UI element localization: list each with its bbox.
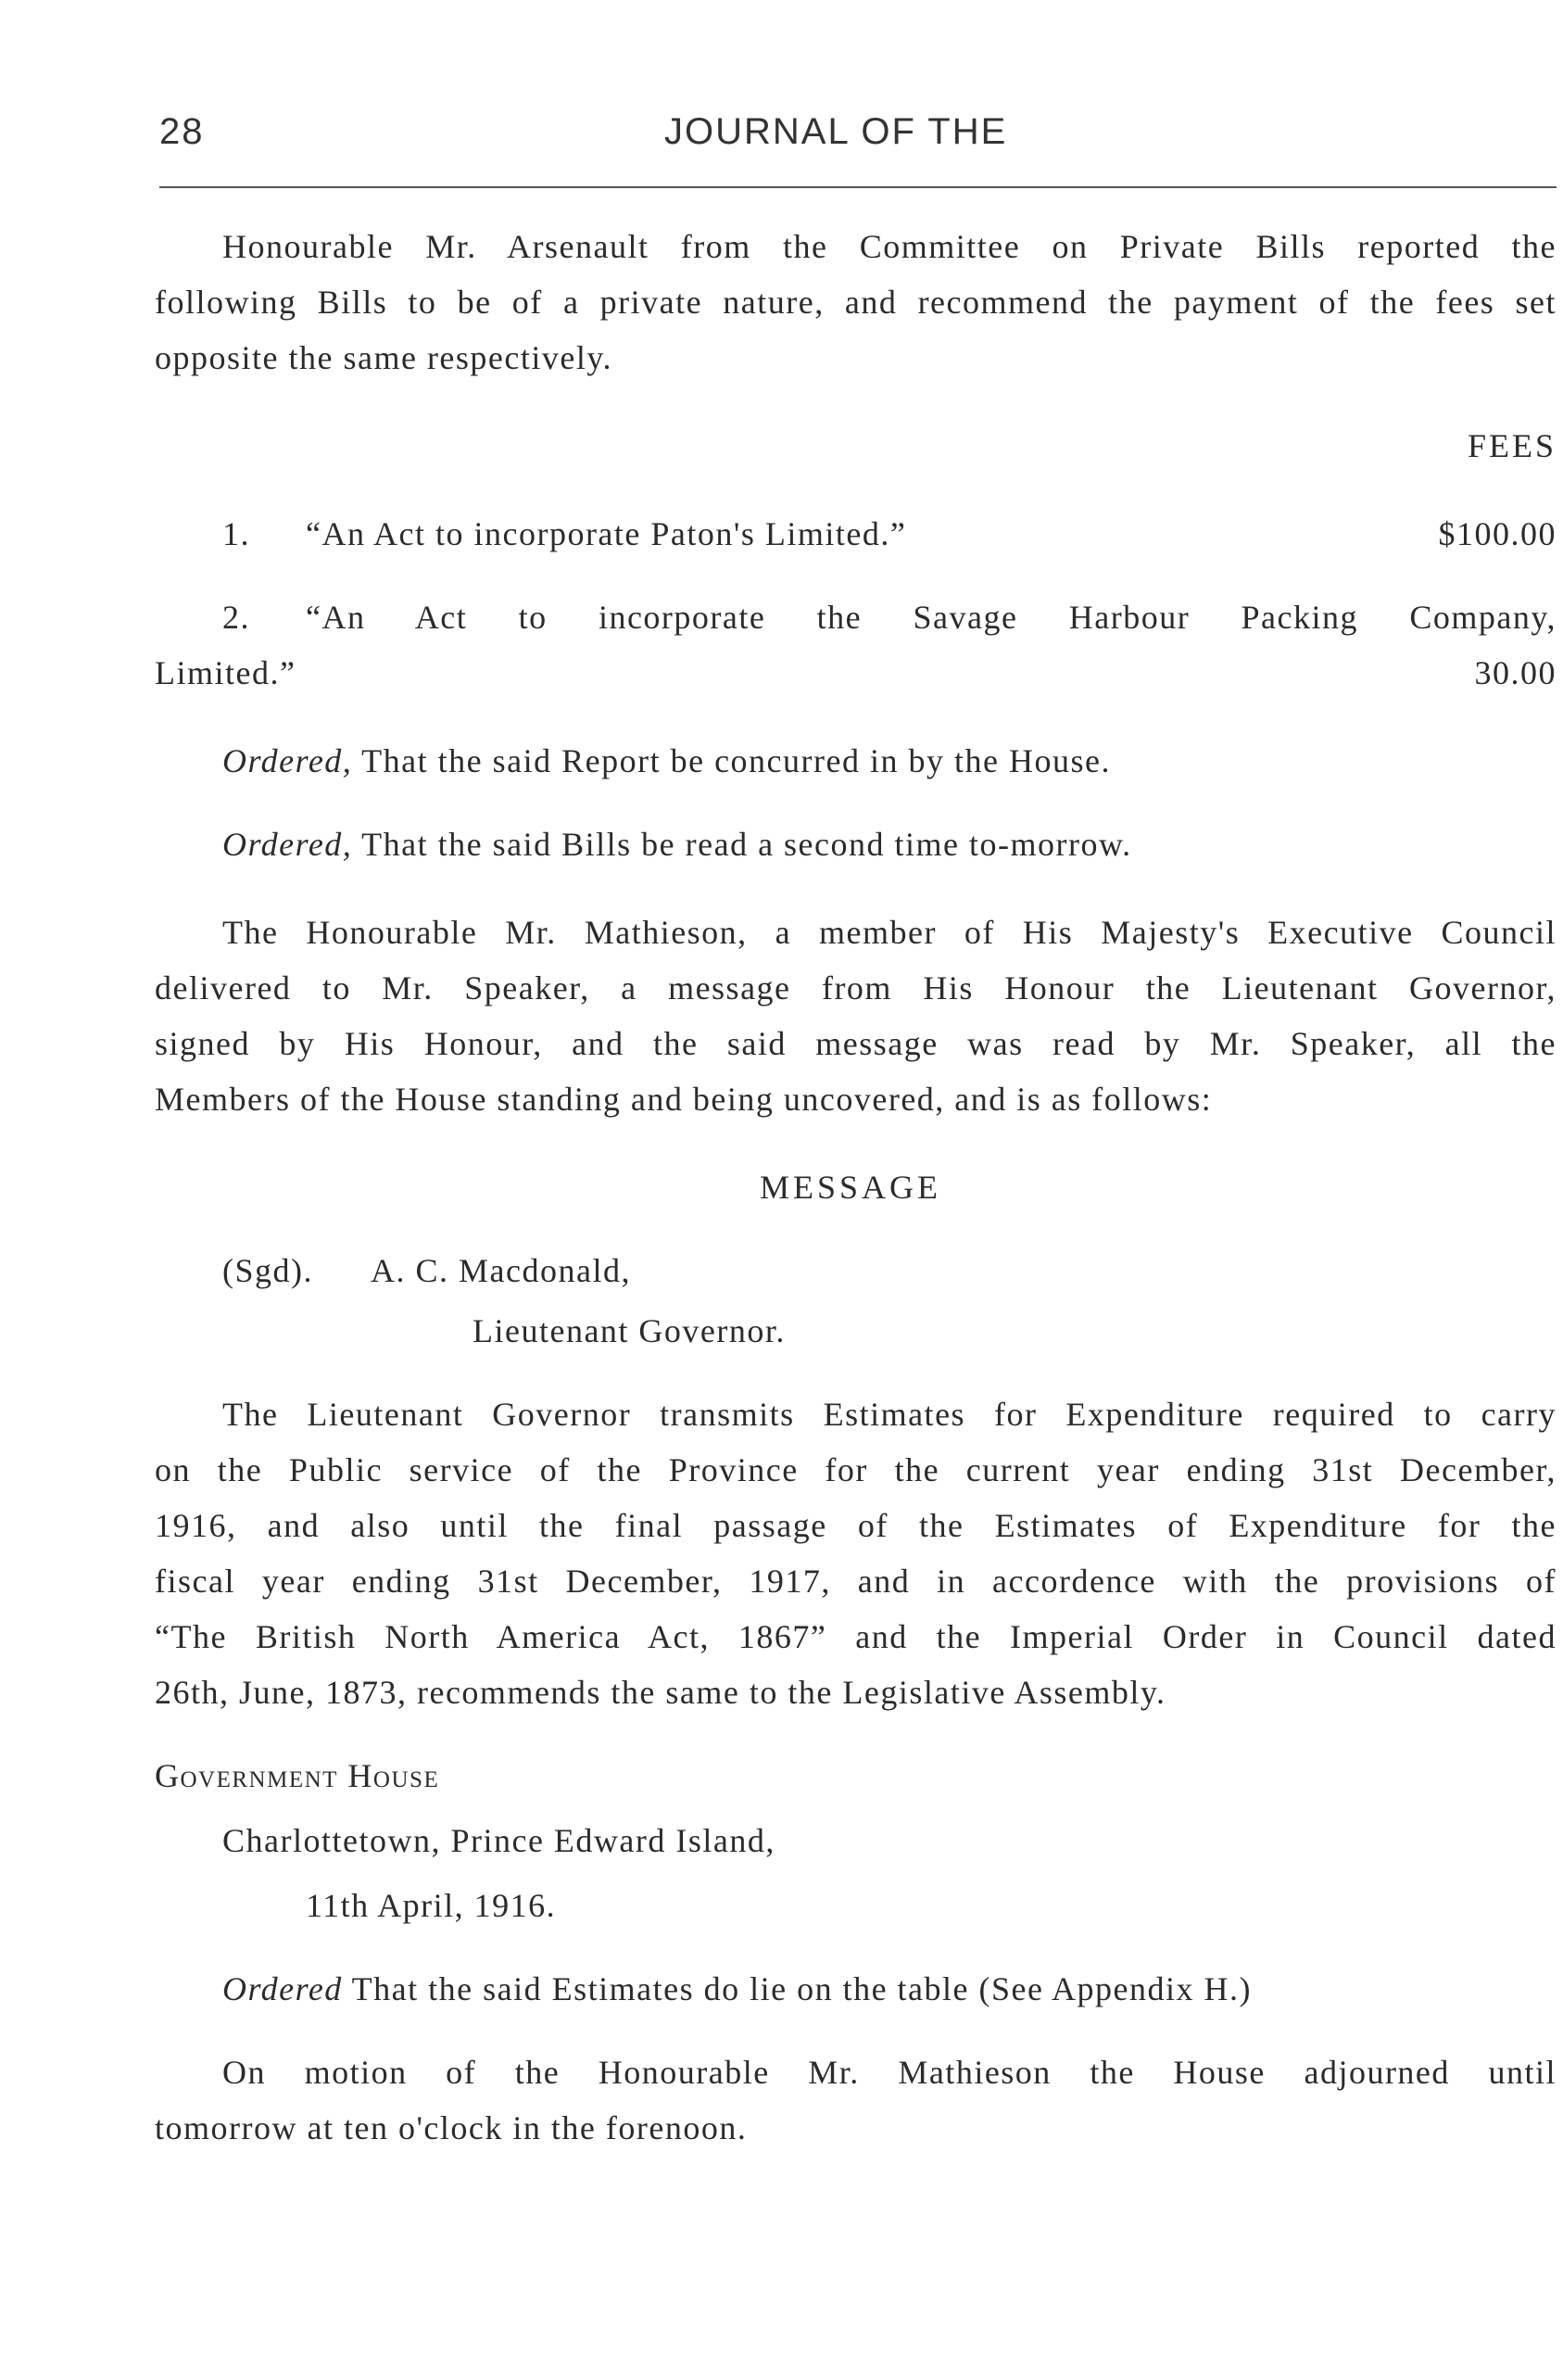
- adjournment-line-2: tomorrow at ten o'clock in the forenoon.: [155, 2109, 748, 2146]
- message-body-line-3: 1916, and also until the final passage of the Estimates of Expenditure for the: [155, 1507, 1557, 1544]
- intro-line-1: The Honourable Mr. Mathieson, a member of His Majesty's Executive Council: [222, 914, 1557, 951]
- message-office: Lieutenant Governor.: [473, 1312, 786, 1349]
- message-city: Charlottetown, Prince Edward Island,: [222, 1822, 775, 1859]
- message-body-line-1: The Lieutenant Governor transmits Estimates for Expenditure required to carry: [222, 1396, 1557, 1433]
- message-body-line-6: 26th, June, 1873, recommends the same to the Legislative Assembly.: [155, 1674, 1166, 1711]
- message-body-line-2: on the Public service of the Province for the current year ending 31st December,: [155, 1451, 1557, 1488]
- bill-1-title: “An Act to incorporate Paton's Limited.”: [306, 515, 907, 552]
- bill-1-number: 1.: [222, 515, 250, 552]
- message-heading: MESSAGE: [760, 1169, 942, 1206]
- page-number: 28: [159, 111, 205, 152]
- order-1-text: That the said Report be concurred in by the House.: [361, 742, 1111, 779]
- final-order: [222, 1969, 1252, 2008]
- bill-2-title: “An Act to incorporate the Savage Harbour Packing Company,: [306, 599, 1557, 636]
- bill-2-title-cont: Limited.”: [155, 654, 296, 691]
- message-signatory: A. C. Macdonald,: [371, 1252, 631, 1289]
- final-order-text: That the said Estimates do lie on the table (See Appendix H.): [351, 1970, 1252, 2007]
- order-1-lead: Ordered,: [222, 742, 353, 779]
- bill-2-fee: 30.00: [1474, 654, 1557, 691]
- committee-line-1: Honourable Mr. Arsenault from the Committee on Private Bills reported the: [222, 228, 1557, 265]
- committee-line-3: opposite the same respectively.: [155, 339, 613, 376]
- message-body-line-5: “The British North America Act, 1867” and the Imperial Order in Council dated: [155, 1618, 1557, 1655]
- intro-line-4: Members of the House standing and being uncovered, and is as follows:: [155, 1081, 1213, 1118]
- bill-1-fee: $100.00: [1438, 515, 1557, 552]
- message-sgd: (Sgd).: [222, 1252, 313, 1289]
- header-rule: [159, 186, 1557, 188]
- order-2-text: That the said Bills be read a second time to-morrow.: [361, 826, 1132, 863]
- order-2-lead: Ordered,: [222, 826, 353, 863]
- intro-line-2: delivered to Mr. Speaker, a message from His Honour the Lieutenant Governor,: [155, 969, 1557, 1006]
- order-2: [222, 825, 1132, 864]
- bill-2-number: 2.: [222, 599, 250, 636]
- final-order-lead: Ordered: [222, 1970, 343, 2007]
- message-date: 11th April, 1916.: [306, 1887, 557, 1924]
- adjournment-line-1: On motion of the Honourable Mr. Mathieson the House adjourned until: [222, 2054, 1557, 2091]
- committee-line-2: following Bills to be of a private nature, and recommend the payment of the fees set: [155, 284, 1557, 321]
- fees-heading: FEES: [1467, 427, 1557, 464]
- message-body-line-4: fiscal year ending 31st December, 1917, and in accordence with the provisions of: [155, 1563, 1557, 1600]
- intro-line-3: signed by His Honour, and the said message was read by Mr. Speaker, all the: [155, 1025, 1557, 1062]
- message-place: Government House: [155, 1757, 440, 1794]
- running-title: JOURNAL OF THE: [664, 111, 1008, 152]
- order-1: [222, 741, 1111, 780]
